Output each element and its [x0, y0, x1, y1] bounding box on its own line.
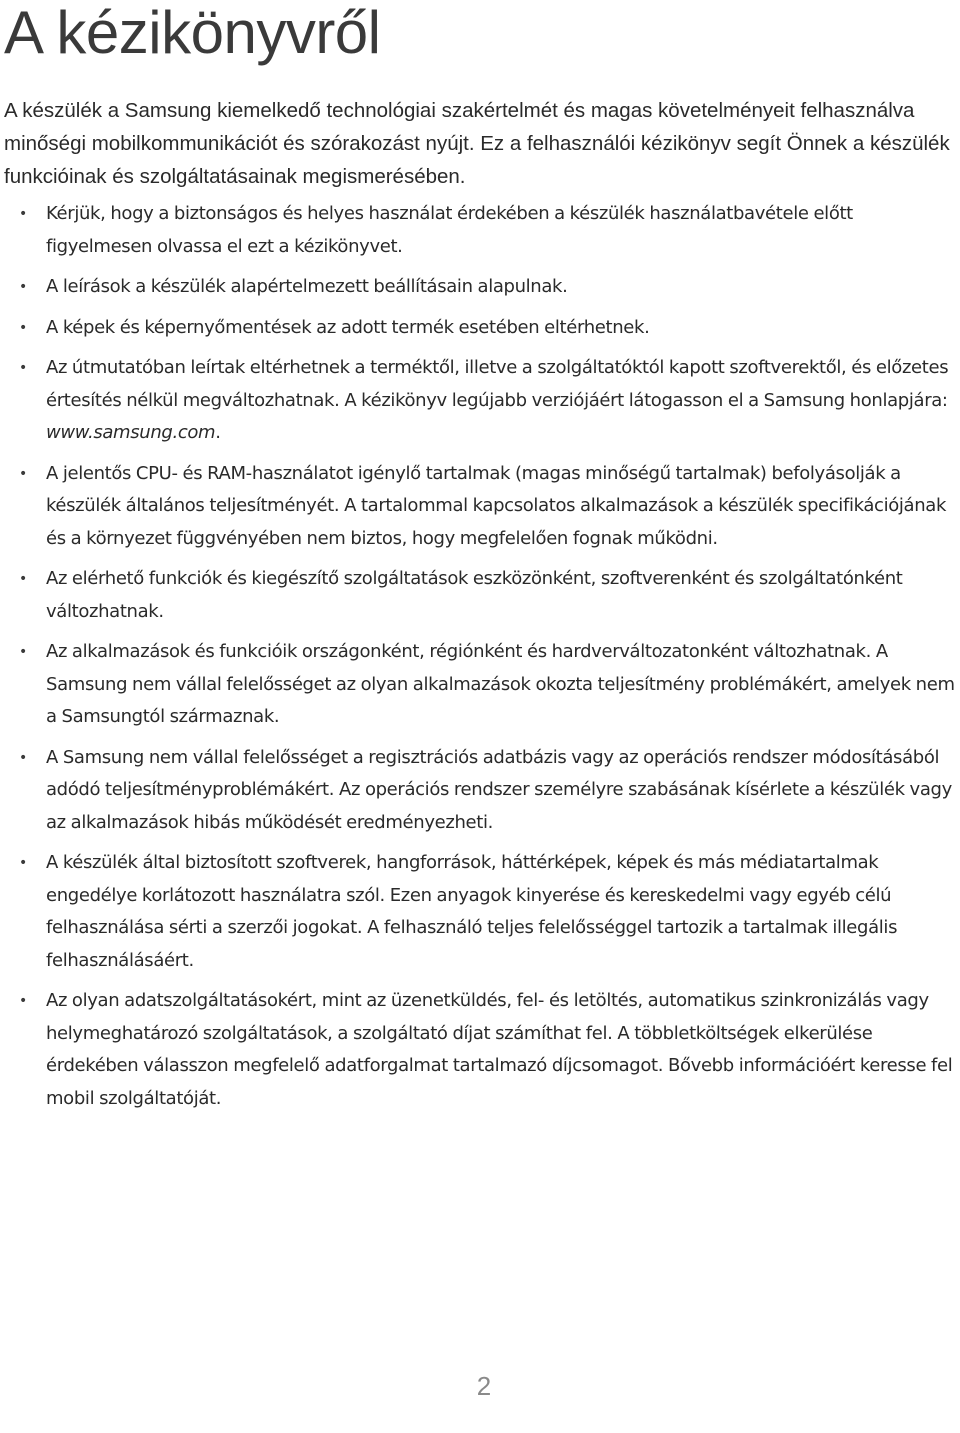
list-item-text: A képek és képernyőmentések az adott termék esetében eltérhetnek.	[46, 316, 650, 338]
bullet-marker: •	[19, 465, 27, 482]
list-item	[0, 636, 960, 734]
bullet-marker: •	[19, 279, 27, 295]
bullet-marker: •	[19, 319, 27, 336]
bullet-marker: •	[19, 855, 27, 871]
list-item-text: A leírások a készülék alapértelmezett beállításain alapulnak.	[46, 276, 568, 297]
list-item	[0, 198, 960, 263]
bullet-marker: •	[19, 749, 27, 766]
list-item	[0, 458, 960, 556]
list-item-text: Az olyan adatszolgáltatásokért, mint az üzenetküldés, fel- és letöltés, automatikus szinkronizálás vagy helymeghatározó szolgáltatások, a szolgáltató díjat számíthat fel. A többletköltségek elkerülése érdekében válasszon megfelelő adatforgalmat tartalmazó díjcsomagot. Bővebb információért keresse fel mobil szolgáltatóját.	[46, 990, 953, 1109]
bullet-marker: •	[19, 993, 27, 1009]
list-item-text: Kérjük, hogy a biztonságos és helyes használat érdekében a készülék használatbavétele előtt figyelmesen olvassa el ezt a kézikönyvet.	[46, 203, 853, 257]
list-item-text	[46, 357, 948, 443]
list-item-text-lead: Az útmutatóban leírtak eltérhetnek a terméktől, illetve a szolgáltatóktól kapott szoftverektől, és előzetes értesítés nélkül megváltozhatnak. A kézikönyv legújabb verziójáért látogasson el a Samsung honlapjára:	[46, 357, 949, 411]
list-item-text-suffix: .	[215, 422, 221, 443]
bullet-marker: •	[19, 206, 27, 222]
list-item-text: Az alkalmazások és funkcióik országonként, régiónként és hardverváltozatonként változhatnak. A Samsung nem vállal felelősséget az olyan alkalmazások okozta teljesítmény problémákért, amelyek nem a Samsungtól származnak.	[46, 641, 955, 727]
list-item	[0, 271, 960, 304]
bullet-marker: •	[19, 644, 27, 660]
list-item-text: A Samsung nem vállal felelősséget a regisztrációs adatbázis vagy az operációs rendszer módosításából adódó teljesítményproblémákért. Az operációs rendszer személyre szabásának kísérlete a készülék vagy az alkalmazások hibás működését eredményezheti.	[46, 746, 952, 833]
page-number: 2	[476, 1371, 492, 1401]
list-item-text: A készülék által biztosított szoftverek, hangforrások, háttérképek, képek és más médiatartalmak engedélye korlátozott használatra szól. Ezen anyagok kinyerése és kereskedelmi vagy egyéb célú felhasználása sérti a szerzői jogokat. A felhasználó teljes felelősséggel tartozik a tartalmak illegális felhasználásáért.	[46, 852, 898, 971]
list-item	[0, 352, 960, 450]
list-item-text: Az elérhető funkciók és kiegészítő szolgáltatások eszközönként, szoftverenként és szolgáltatónként változhatnak.	[46, 568, 903, 622]
bullet-marker: •	[19, 571, 27, 587]
page-title: A kézikönyvről	[4, 0, 381, 66]
list-item-text: A jelentős CPU- és RAM-használatot igénylő tartalmak (magas minőségű tartalmak) befolyásolják a készülék általános teljesítményét. A tartalommal kapcsolatos alkalmazások a készülék specifikációjának és a környezet függvényében nem biztos, hogy megfelelően fognak működni.	[46, 462, 947, 549]
bullet-list	[0, 198, 960, 1123]
list-item	[0, 563, 960, 628]
bullet-marker: •	[19, 360, 27, 376]
list-item	[0, 985, 960, 1115]
list-item	[0, 847, 960, 977]
intro-paragraph: A készülék a Samsung kiemelkedő technológiai szakértelmét és magas követelményeit felhasználva minőségi mobilkommunikációt és szórakozást nyújt. Ez a felhasználói kézikönyv segít Önnek a készülék funkcióinak és szolgáltatásainak megismerésében.	[4, 99, 950, 188]
samsung-website-link[interactable]: www.samsung.com	[46, 422, 216, 443]
list-item	[0, 742, 960, 840]
list-item	[0, 312, 960, 345]
